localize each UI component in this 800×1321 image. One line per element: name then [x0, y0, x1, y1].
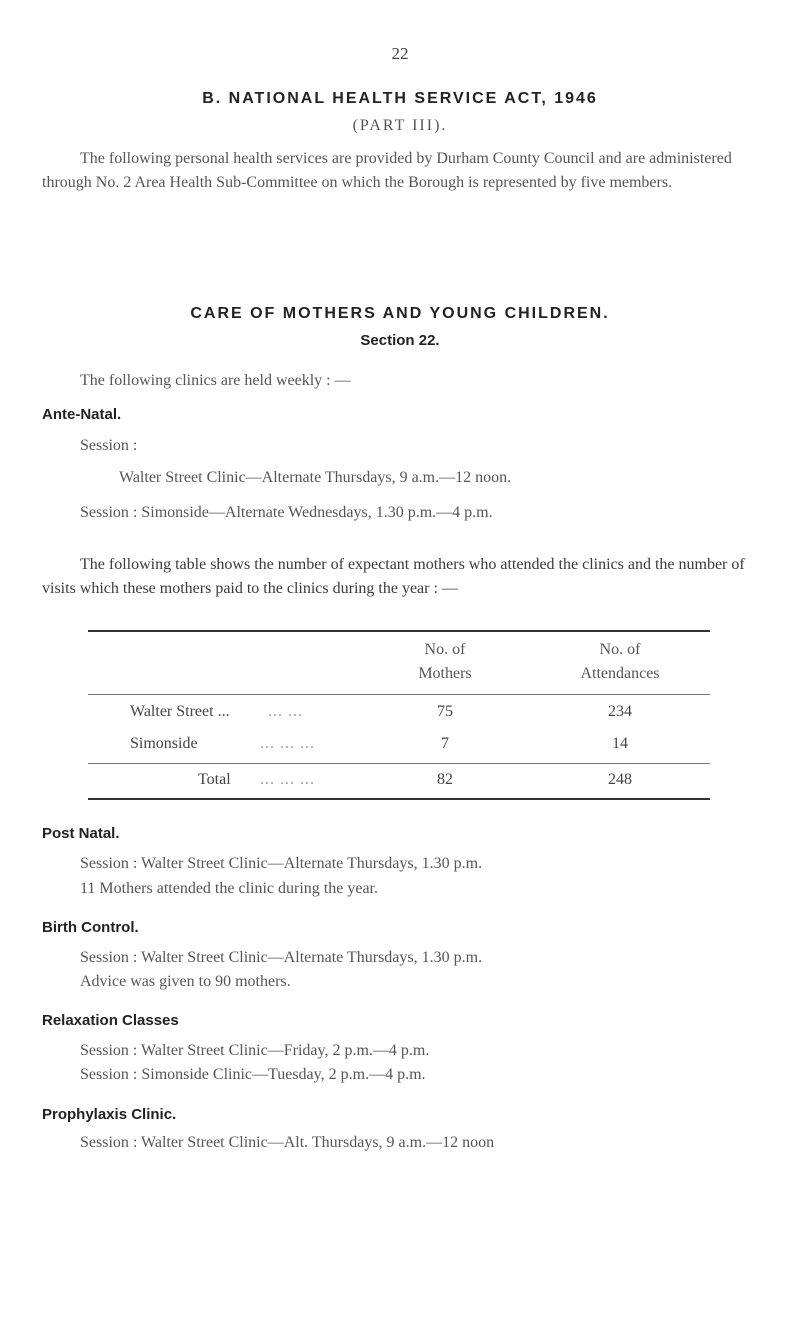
act-title: B. NATIONAL HEALTH SERVICE ACT, 1946 — [202, 90, 598, 107]
row-simonside-label: Simonside — [130, 735, 198, 752]
intro-paragraph: The following personal health services are provided by Durham County Council and are administered through No. 2 Area Health Sub-Committee on which the Borough is represented by five members. — [42, 150, 732, 191]
birth-control-line1: Session : Walter Street Clinic—Alternate Thursdays, 1.30 p.m. — [80, 949, 483, 966]
act-subtitle: (PART III). — [352, 117, 448, 134]
table-intro: The following table shows the number of expectant mothers who attended the clinics and the number of visits which these mothers paid to the clinics during the year : — — [42, 556, 745, 597]
post-natal-line1: Session : Walter Street Clinic—Alternate Thursdays, 1.30 p.m. — [80, 855, 483, 872]
row-simonside-mothers: 7 — [441, 735, 449, 752]
ante-natal-heading: Ante-Natal. — [42, 406, 122, 423]
total-top-rule — [88, 763, 710, 764]
table-top-rule — [88, 630, 710, 632]
row-simonside-dots: ... ... ... — [260, 735, 315, 752]
row-total-label: Total — [198, 771, 231, 788]
table-bottom-rule — [88, 798, 710, 800]
header-mothers-line2: Mothers — [418, 665, 472, 682]
header-attendances-line1: No. of — [599, 641, 641, 658]
row-total-dots: ... ... ... — [260, 771, 315, 788]
row-total-mothers: 82 — [437, 771, 453, 788]
header-attendances-line2: Attendances — [580, 665, 660, 682]
post-natal-line2: 11 Mothers attended the clinic during the year. — [80, 880, 378, 897]
section-title: CARE OF MOTHERS AND YOUNG CHILDREN. — [190, 305, 610, 322]
row-walter-mothers: 75 — [437, 703, 453, 720]
relaxation-line1: Session : Walter Street Clinic—Friday, 2 p.m.—4 p.m. — [80, 1042, 430, 1059]
header-bottom-rule — [88, 694, 710, 695]
birth-control-heading: Birth Control. — [42, 919, 139, 936]
row-simonside-attendances: 14 — [612, 735, 628, 752]
ante-natal-session-simonside: Session : Simonside—Alternate Wednesdays, 1.30 p.m.—4 p.m. — [80, 504, 493, 521]
relaxation-line2: Session : Simonside Clinic—Tuesday, 2 p.m.—4 p.m. — [80, 1066, 426, 1083]
row-walter-dots: ... ... — [268, 703, 303, 720]
page-number: 22 — [391, 44, 409, 63]
header-attendances — [545, 638, 695, 686]
ante-natal-session-label: Session : — [80, 437, 138, 454]
post-natal-heading: Post Natal. — [42, 825, 120, 842]
header-mothers — [390, 638, 500, 686]
section-number: Section 22. — [360, 332, 440, 349]
ante-natal-session-walter: Walter Street Clinic—Alternate Thursdays, 9 a.m.—12 noon. — [119, 469, 512, 486]
prophylaxis-heading: Prophylaxis Clinic. — [42, 1106, 177, 1123]
header-mothers-line1: No. of — [424, 641, 466, 658]
birth-control-line2: Advice was given to 90 mothers. — [80, 973, 291, 990]
prophylaxis-line1: Session : Walter Street Clinic—Alt. Thursdays, 9 a.m.—12 noon — [80, 1134, 495, 1151]
row-total-attendances: 248 — [608, 771, 632, 788]
clinics-intro: The following clinics are held weekly : — — [80, 372, 351, 389]
row-walter-attendances: 234 — [608, 703, 632, 720]
row-walter-label: Walter Street ... — [130, 703, 230, 720]
relaxation-heading: Relaxation Classes — [42, 1012, 179, 1029]
